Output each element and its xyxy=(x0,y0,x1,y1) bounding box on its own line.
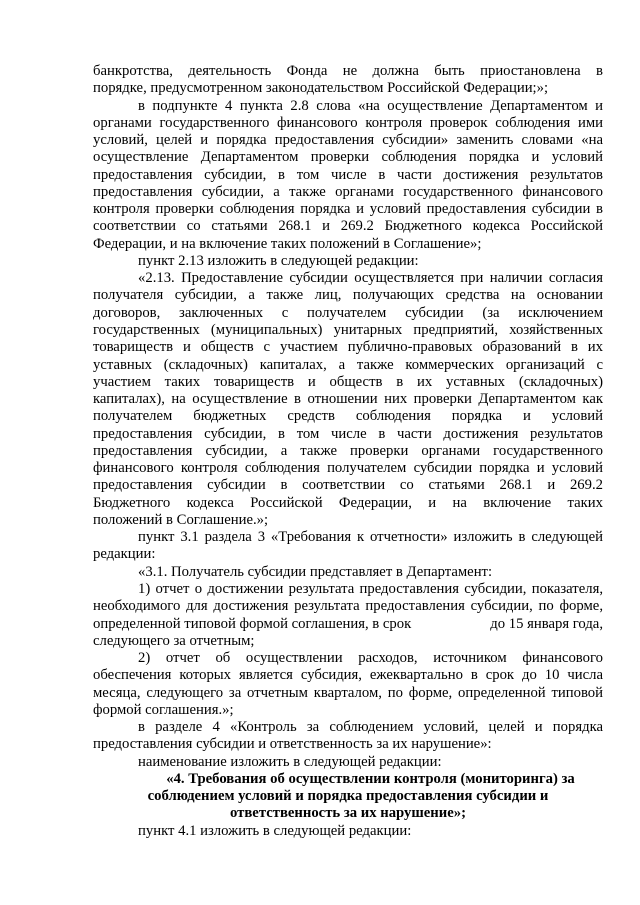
heading-line: ответственность за их нарушение»; xyxy=(230,805,466,822)
text-line: в подпункте 4 пункта 2.8 слова «на осуществление Департаментом и xyxy=(138,97,603,114)
text-line: получателя субсидии, а также лиц, получающих средства на основании xyxy=(93,287,603,304)
text-line: банкротства, деятельность Фонда не должна быть приостановлена в xyxy=(93,63,603,79)
text-line: товариществ и обществ с участием публично-правовых образований в их xyxy=(93,339,603,356)
text-line: Бюджетного кодекса Российской Федерации, и на включение таких xyxy=(93,494,603,511)
text-line: следующего за отчетным; xyxy=(93,632,255,649)
text-line: предоставления субсидии, в том числе в части достижения результатов xyxy=(93,425,603,442)
text-line: условий, целей и порядка предоставления субсидии» заменить словами «на xyxy=(93,132,603,149)
paragraph xyxy=(93,823,603,840)
text-line: предоставления субсидии и ответственность за их нарушение»: xyxy=(93,736,492,753)
text-line: обеспечения которых является субсидия, ежеквартально в срок до 10 числа xyxy=(93,667,603,684)
paragraph xyxy=(93,564,603,581)
text-segment: определенной типовой формой соглашения, в срок xyxy=(93,615,412,632)
text-line: порядке, предусмотренном законодательством Российской Федерации;»; xyxy=(93,80,549,97)
text-line: 1) отчет о достижении результата предоставления субсидии, показателя, xyxy=(138,580,603,597)
paragraph xyxy=(93,529,603,564)
text-line: капиталах), на осуществление в отношении них проверки Департаментом как xyxy=(93,391,603,408)
heading-line: соблюдением условий и порядка предоставления субсидии и xyxy=(147,788,549,805)
text-line: органами государственного финансового контроля проверок соблюдения ими xyxy=(93,114,603,131)
text-line: месяца, следующего за отчетным кварталом, по форме, определенной типовой xyxy=(93,684,603,701)
text-line: финансового контроля соблюдения получателем субсидии порядка и условий xyxy=(93,460,603,477)
text-line: «3.1. Получатель субсидии представляет в Департамент: xyxy=(138,563,493,580)
text-line: наименование изложить в следующей редакции: xyxy=(138,753,442,770)
text-line: пункт 4.1 изложить в следующей редакции: xyxy=(138,822,412,839)
paragraph xyxy=(93,98,603,253)
paragraph xyxy=(93,63,603,98)
text-line: 2) отчет об осуществлении расходов, источником финансового xyxy=(138,650,603,667)
paragraph xyxy=(93,581,603,650)
text-line: предоставления субсидии, а также органами государственного финансового xyxy=(93,183,603,200)
paragraph xyxy=(93,270,603,529)
text-line: соответствии со статьями 268.1 и 269.2 Бюджетного кодекса Российской xyxy=(93,218,603,235)
text-line: контроля проверки соблюдения порядка и условий предоставления субсидии в xyxy=(93,201,603,218)
heading-line: «4. Требования об осуществлении контроля (мониторинга) за xyxy=(166,770,575,787)
text-line: положений в Соглашение.»; xyxy=(93,511,269,528)
text-line: предоставления субсидии, а также проверки органами государственного xyxy=(93,442,603,459)
text-line: необходимого для достижения результата предоставления субсидии, по форме, xyxy=(93,598,603,615)
document-page xyxy=(93,63,603,840)
text-line xyxy=(93,616,603,633)
text-line: в разделе 4 «Контроль за соблюдением условий, целей и порядка xyxy=(138,719,603,736)
text-line: пункт 2.13 изложить в следующей редакции: xyxy=(138,252,419,269)
text-line: пункт 3.1 раздела 3 «Требования к отчетности» изложить в следующей xyxy=(138,529,603,546)
paragraph xyxy=(93,650,603,719)
text-line: Федерации, и на включение таких положений в Соглашение»; xyxy=(93,235,482,252)
text-line: уставных (складочных) капиталах, а также коммерческих организаций с xyxy=(93,356,603,373)
text-line: редакции: xyxy=(93,546,156,563)
text-segment: до 15 января года, xyxy=(490,615,603,632)
paragraph xyxy=(93,754,603,771)
text-line: получателем бюджетных средств соблюдения порядка и условий xyxy=(93,408,603,425)
paragraph xyxy=(93,253,603,270)
section-heading xyxy=(93,771,603,823)
text-line: «2.13. Предоставление субсидии осуществляется при наличии согласия xyxy=(138,270,603,287)
text-line: предоставления субсидии, в том числе в части достижения результатов xyxy=(93,166,603,183)
paragraph xyxy=(93,719,603,754)
text-line: государственных (муниципальных) унитарных предприятий, хозяйственных xyxy=(93,321,603,338)
text-line: участием таких товариществ и обществ в их уставных (складочных) xyxy=(93,373,603,390)
text-line: осуществление Департаментом проверки соблюдения порядка и условий xyxy=(93,149,603,166)
text-line: формой соглашения.»; xyxy=(93,701,234,718)
text-line: предоставления субсидии в соответствии со статьями 268.1 и 269.2 xyxy=(93,477,603,494)
text-line: договоров, заключенных с получателем субсидии (за исключением xyxy=(93,304,603,321)
